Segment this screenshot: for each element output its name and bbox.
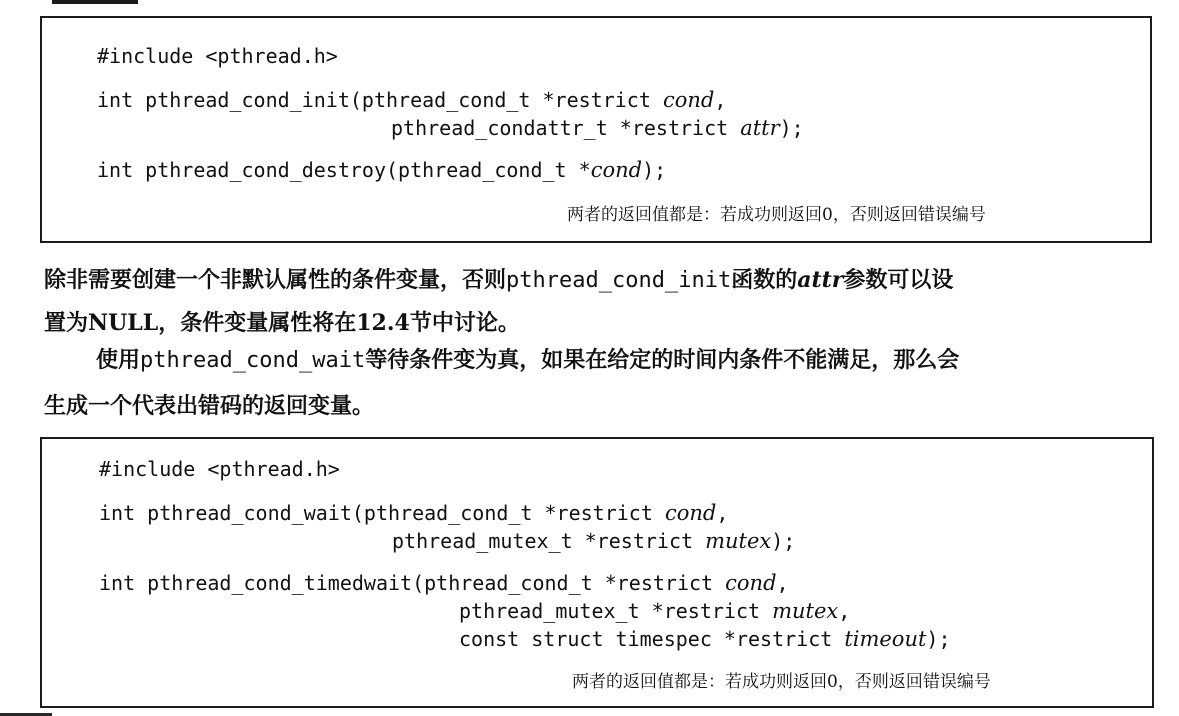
destroy-close: ); [642,158,667,182]
init-close: ); [779,116,804,140]
timedwait-signature-line-1 [99,571,789,595]
timed-comma: , [776,571,789,595]
wait-cond-param: cond [664,501,717,525]
timed-mutex-prefix: pthread_mutex_t *restrict [459,599,773,623]
timed-timeout-param: timeout [844,627,927,651]
wait-signature-line-2 [392,529,795,553]
top-text-fragment [52,0,138,4]
include-text-2: #include <pthread.h> [99,457,340,481]
paragraph1-text-a: 除非需要创建一个非默认属性的条件变量，否则 [44,267,507,293]
return-value-note: 两者的返回值都是：若成功则返回0，否则返回错误编号 [567,205,986,225]
paragraph2-code-wait: pthread_cond_wait [140,348,366,373]
wait-prefix: int pthread_cond_wait(pthread_cond_t *restrict [99,501,665,525]
include-line [97,44,338,68]
return-value-note-2: 两者的返回值都是：若成功则返回0，否则返回错误编号 [572,672,991,692]
destroy-prefix: int pthread_cond_destroy(pthread_cond_t * [97,158,591,182]
timed-close: ); [926,627,951,651]
timedwait-signature-line-2 [459,599,850,623]
timed-mutex-param: mutex [772,599,839,623]
paragraph1-line2: 置为NULL，条件变量属性将在12.4节中讨论。 [44,310,520,336]
init-comma: , [714,88,727,112]
function-prototype-box-init-destroy [40,16,1152,243]
include-text: #include <pthread.h> [97,44,338,68]
paragraph1-attr-italic: attr [797,267,844,293]
function-prototype-box-wait-timedwait [40,437,1154,708]
destroy-signature-line [97,158,666,182]
wait-close: ); [771,529,796,553]
paragraph1-line1 [44,265,953,296]
init-prefix: int pthread_cond_init(pthread_cond_t *restrict [97,88,663,112]
destroy-cond-param: cond [590,158,643,182]
timed-timeout-prefix: const struct timespec *restrict [459,627,845,651]
timed-mutex-comma: , [838,599,851,623]
init-cond-param: cond [662,88,715,112]
paragraph2-line2: 生成一个代表出错码的返回变量。 [44,393,375,419]
wait-comma: , [716,501,729,525]
paragraph2-line1 [96,345,959,376]
init-signature-line-2 [391,116,804,140]
timed-cond-param: cond [725,571,777,595]
init-attr-param: attr [740,116,780,140]
timed-prefix: int pthread_cond_timedwait(pthread_cond_t *restrict [99,571,726,595]
init-signature-line-1 [97,88,726,112]
paragraph1-text-c: 参数可以设 [843,267,954,293]
include-line-2 [99,457,340,481]
init-attr-prefix: pthread_condattr_t *restrict [391,116,741,140]
wait-mutex-prefix: pthread_mutex_t *restrict [392,529,706,553]
timedwait-signature-line-3 [459,627,951,651]
wait-mutex-param: mutex [705,529,772,553]
paragraph2-text-b: 等待条件变为真，如果在给定的时间内条件不能满足，那么会 [365,347,960,373]
paragraph2-text-a: 使用 [96,347,141,373]
paragraph1-text-b: 函数的 [731,267,798,293]
paragraph1-code-init: pthread_cond_init [506,268,732,293]
wait-signature-line-1 [99,501,728,525]
